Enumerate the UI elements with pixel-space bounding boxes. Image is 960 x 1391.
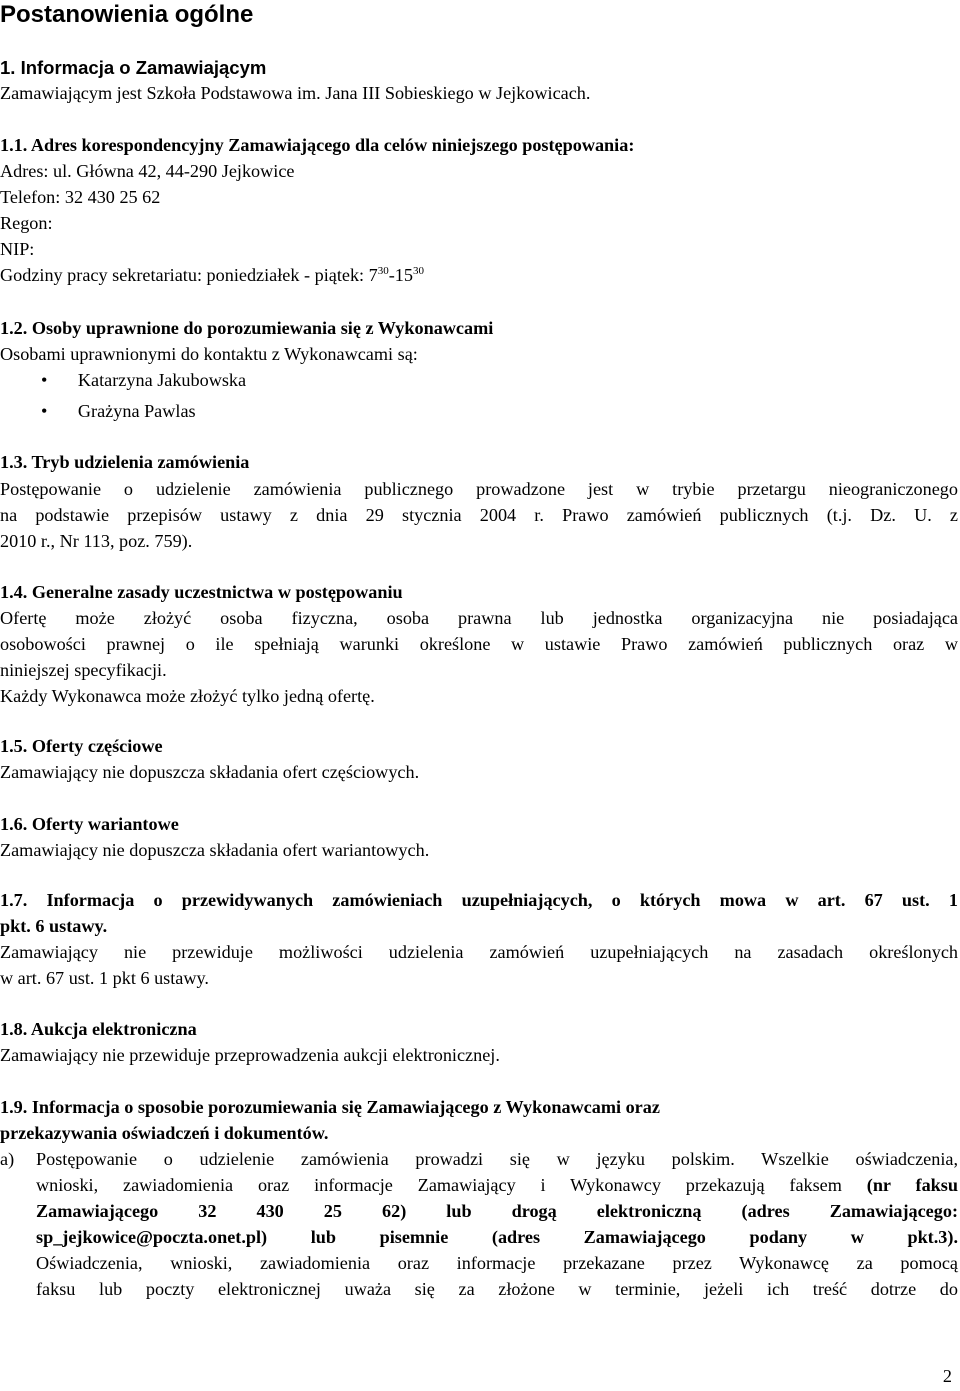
nip-line: NIP:	[0, 239, 35, 259]
section-1-7-line: w art. 67 ust. 1 pkt 6 ustawy.	[0, 968, 209, 988]
office-hours-line	[0, 263, 424, 287]
section-1-7-heading-cont: pkt. 6 ustawy.	[0, 916, 108, 936]
phone-line: Telefon: 32 430 25 62	[0, 187, 161, 207]
hours-sup-end: 30	[413, 265, 424, 277]
page-title: Postanowienia ogólne	[0, 1, 254, 28]
section-1-9-heading-cont: przekazywania oświadczeń i dokumentów.	[0, 1123, 329, 1143]
section-1-text: Zamawiającym jest Szkoła Podstawowa im. Jana III Sobieskiego w Jejkowicach.	[0, 83, 591, 103]
section-1-3-heading: 1.3. Tryb udzielenia zamówienia	[0, 452, 250, 472]
hours-mid: -15	[388, 265, 413, 285]
section-1-5-heading: 1.5. Oferty częściowe	[0, 736, 163, 756]
section-1-7-line: Zamawiający nie przewiduje możliwości udzielenia zamówień uzupełniających na zasadach określonych	[0, 942, 958, 962]
item-a-line: Zamawiającego 32 430 25 62) lub drogą elektroniczną (adres Zamawiającego:	[36, 1201, 958, 1221]
section-1-2-heading: 1.2. Osoby uprawnione do porozumiewania się z Wykonawcami	[0, 318, 494, 338]
item-a-line: Oświadczenia, wnioski, zawiadomienia oraz informacje przekazane przez Wykonawcę za pomocą	[36, 1253, 958, 1273]
section-1-6-heading: 1.6. Oferty wariantowe	[0, 814, 179, 834]
fax-label: (nr faksu	[866, 1175, 958, 1195]
bullet-icon: •	[41, 370, 48, 390]
section-1-1-heading: 1.1. Adres korespondencyjny Zamawiającego dla celów niniejszego postępowania:	[0, 135, 635, 155]
section-1-8-text: Zamawiający nie przewiduje przeprowadzenia aukcji elektronicznej.	[0, 1045, 500, 1065]
section-1-9-heading: 1.9. Informacja o sposobie porozumiewania się Zamawiającego z Wykonawcami oraz	[0, 1097, 660, 1117]
list-item	[41, 368, 246, 392]
section-1-4-heading: 1.4. Generalne zasady uczestnictwa w postępowaniu	[0, 582, 403, 602]
list-item	[41, 399, 196, 423]
person-name: Grażyna Pawlas	[77, 401, 196, 421]
item-a-text: wnioski, zawiadomienia oraz informacje Zamawiający i Wykonawcy przekazują faksem	[36, 1175, 867, 1195]
section-1-5-text: Zamawiający nie dopuszcza składania ofert częściowych.	[0, 762, 420, 782]
section-1-3-line: Postępowanie o udzielenie zamówienia publicznego prowadzone jest w trybie przetargu nieograniczonego	[0, 479, 958, 499]
item-a-label: a)	[0, 1149, 15, 1169]
section-1-4-line: Każdy Wykonawca może złożyć tylko jedną ofertę.	[0, 686, 375, 706]
hours-prefix: Godziny pracy sekretariatu: poniedziałek - piątek: 7	[0, 265, 378, 285]
item-a-line: Postępowanie o udzielenie zamówienia prowadzi się w języku polskim. Wszelkie oświadczenia,	[36, 1149, 958, 1169]
section-1-4-line: Ofertę może złożyć osoba fizyczna, osoba prawna lub jednostka organizacyjna nie posiadająca	[0, 608, 958, 628]
section-1-7-heading: 1.7. Informacja o przewidywanych zamówieniach uzupełniających, o których mowa w art. 67 ust. 1	[0, 890, 958, 910]
section-1-heading: 1. Informacja o Zamawiającym	[0, 57, 267, 78]
item-a-line: faksu lub poczty elektronicznej uważa się za złożone w terminie, jeżeli ich treść dotrze do	[36, 1279, 958, 1299]
page-number: 2	[942, 1366, 952, 1386]
hours-sup-start: 30	[377, 265, 389, 277]
section-1-3-line: 2010 r., Nr 113, poz. 759).	[0, 531, 193, 551]
section-1-3-line: na podstawie przepisów ustawy z dnia 29 stycznia 2004 r. Prawo zamówień publicznych (t.j. Dz. U. z	[0, 505, 958, 525]
item-a-line	[36, 1173, 958, 1197]
item-a-line: sp_jejkowice@poczta.onet.pl) lub pisemnie (adres Zamawiającego podany w pkt.3).	[36, 1227, 958, 1247]
section-1-4-line: osobowości prawnej o ile spełniają warunki określone w ustawie Prawo zamówień publicznych oraz w	[0, 634, 958, 654]
bullet-icon: •	[41, 401, 48, 421]
section-1-2-text: Osobami uprawnionymi do kontaktu z Wykonawcami są:	[0, 344, 418, 364]
section-1-4-line: niniejszej specyfikacji.	[0, 660, 167, 680]
section-1-8-heading: 1.8. Aukcja elektroniczna	[0, 1019, 197, 1039]
address-line: Adres: ul. Główna 42, 44-290 Jejkowice	[0, 161, 295, 181]
person-name: Katarzyna Jakubowska	[77, 370, 247, 390]
regon-line: Regon:	[0, 213, 53, 233]
section-1-6-text: Zamawiający nie dopuszcza składania ofert wariantowych.	[0, 840, 430, 860]
